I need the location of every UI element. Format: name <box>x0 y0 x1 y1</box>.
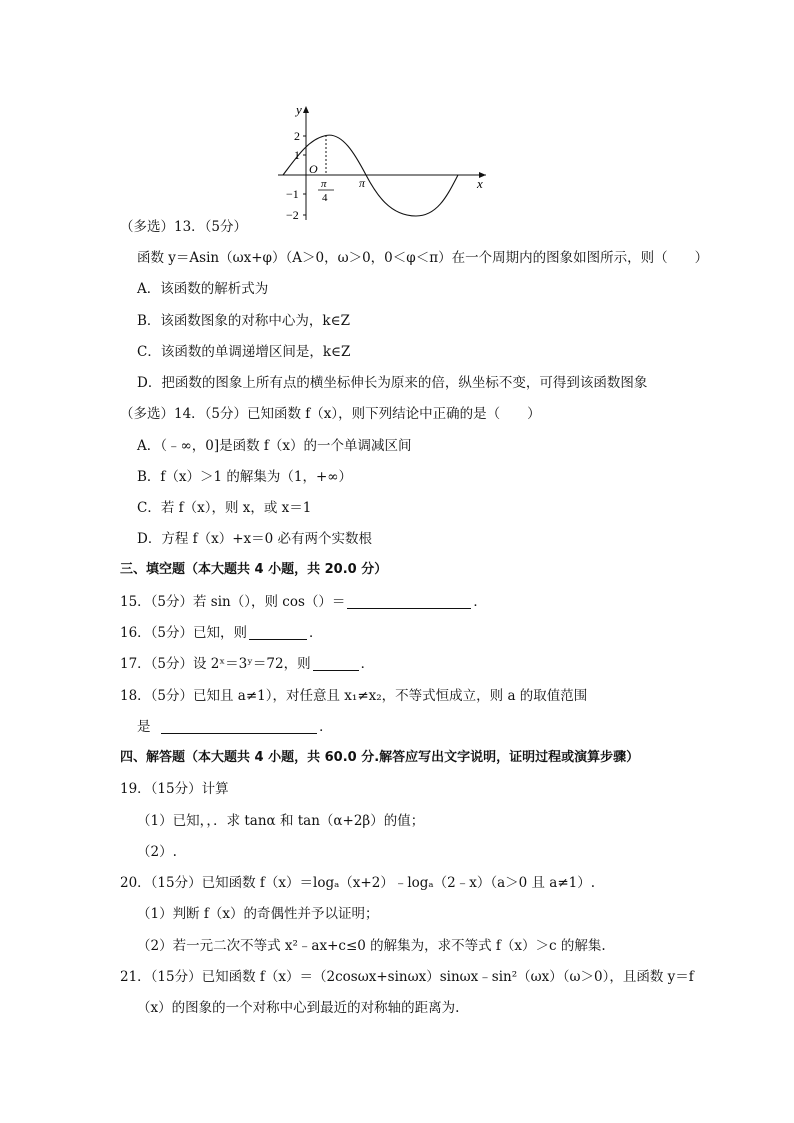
q13-option-d: D．把函数的图象上所有点的横坐标伸长为原来的倍，纵坐标不变，可得到该函数图象 <box>137 375 648 391</box>
y-tick-m1-label: −1 <box>286 187 299 201</box>
q18-shi: 是 <box>137 719 151 735</box>
q13-header: （多选）13．（5分） <box>120 219 248 235</box>
y-tick-2-label: 2 <box>294 129 300 143</box>
q18-period: ． <box>319 719 333 735</box>
q14-option-a: A．（﹣∞，0]是函数 f（x）的一个单调减区间 <box>137 438 412 454</box>
q18-answer-blank[interactable] <box>161 719 317 734</box>
q13-option-a: A．该函数的解析式为 <box>137 281 269 297</box>
q17-text: 17．（5分）设 2ˣ＝3ʸ＝72，则 <box>120 656 311 672</box>
q19-header: 19．（15分）计算 <box>120 781 229 797</box>
y-axis-arrow <box>303 106 309 113</box>
x-axis-label: x <box>477 176 483 191</box>
sine-graph <box>248 98 508 228</box>
q14-option-c: C．若 f（x），则 x，或 x＝1 <box>137 500 312 516</box>
q20-part-1: （1）判断 f（x）的奇偶性并予以证明； <box>137 906 379 922</box>
q21-line-1: 21．（15分）已知函数 f（x）＝（2cosωx+sinωx）sinωx﹣sin²（ωx）（ω＞0），且函数 y＝f <box>120 969 694 985</box>
y-tick-1-label: 1 <box>294 148 300 162</box>
q13-option-b: B．该函数图象的对称中心为，k∈Z <box>137 313 350 329</box>
q18-line-1: 18．（5分）已知且 a≠1），对任意且 x₁≠x₂，不等式恒成立，则 a 的取值范围 <box>120 688 588 704</box>
q19-part-1: （1）已知，，．求 tanα 和 tan（α+2β）的值； <box>137 813 425 829</box>
q18-line-2 <box>137 718 333 736</box>
q14-option-d: D．方程 f（x）+x＝0 必有两个实数根 <box>137 531 373 547</box>
section-3-title: 三、填空题（本大题共 4 小题，共 20.0 分） <box>120 562 388 577</box>
q15-answer-blank[interactable] <box>347 594 471 609</box>
section-4-title: 四、解答题（本大题共 4 小题，共 60.0 分.解答应写出文字说明，证明过程或演算步骤） <box>120 750 640 765</box>
q13-stem: 函数 y＝Asin（ωx+φ）（A＞0，ω＞0，0＜φ＜π）在一个周期内的图象如图所示，则（ ） <box>137 250 709 266</box>
q14-option-b: B．f（x）＞1 的解集为（1，+∞） <box>137 469 353 485</box>
origin-label: O <box>309 162 318 176</box>
q15-text: 15．（5分）若 sin（），则 cos（）＝ <box>120 594 346 610</box>
x-tick-pi4-den: 4 <box>322 192 328 204</box>
q17-period: ． <box>360 656 375 672</box>
q16-answer-blank[interactable] <box>249 625 307 640</box>
q16-period: ． <box>309 625 323 641</box>
q20-part-2: （2）若一元二次不等式 x²﹣ax+c≤0 的解集为，求不等式 f（x）＞c 的解集. <box>137 938 606 954</box>
x-tick-pi4-num: π <box>321 178 327 190</box>
q17 <box>120 655 374 673</box>
q21-line-2: （x）的图象的一个对称中心到最近的对称轴的距离为. <box>137 1000 460 1016</box>
y-axis-label: y <box>296 102 302 117</box>
q15-period: ． <box>473 594 487 610</box>
q20-header: 20．（15分）已知函数 f（x）＝logₐ（x+2）﹣logₐ（2﹣x）（a＞0 且 a≠1）. <box>120 875 596 891</box>
q17-answer-blank[interactable] <box>313 656 359 671</box>
q14-header: （多选）14．（5分）已知函数 f（x），则下列结论中正确的是（ ） <box>120 406 541 422</box>
q13-option-c: C．该函数的单调递增区间是，k∈Z <box>137 344 351 360</box>
q16-text: 16．（5分）已知，则 <box>120 625 248 641</box>
q19-part-2: （2）. <box>137 844 177 860</box>
x-tick-pi-label: π <box>359 176 366 190</box>
q15 <box>120 593 487 611</box>
q16 <box>120 624 323 642</box>
y-tick-m2-label: −2 <box>286 208 299 222</box>
